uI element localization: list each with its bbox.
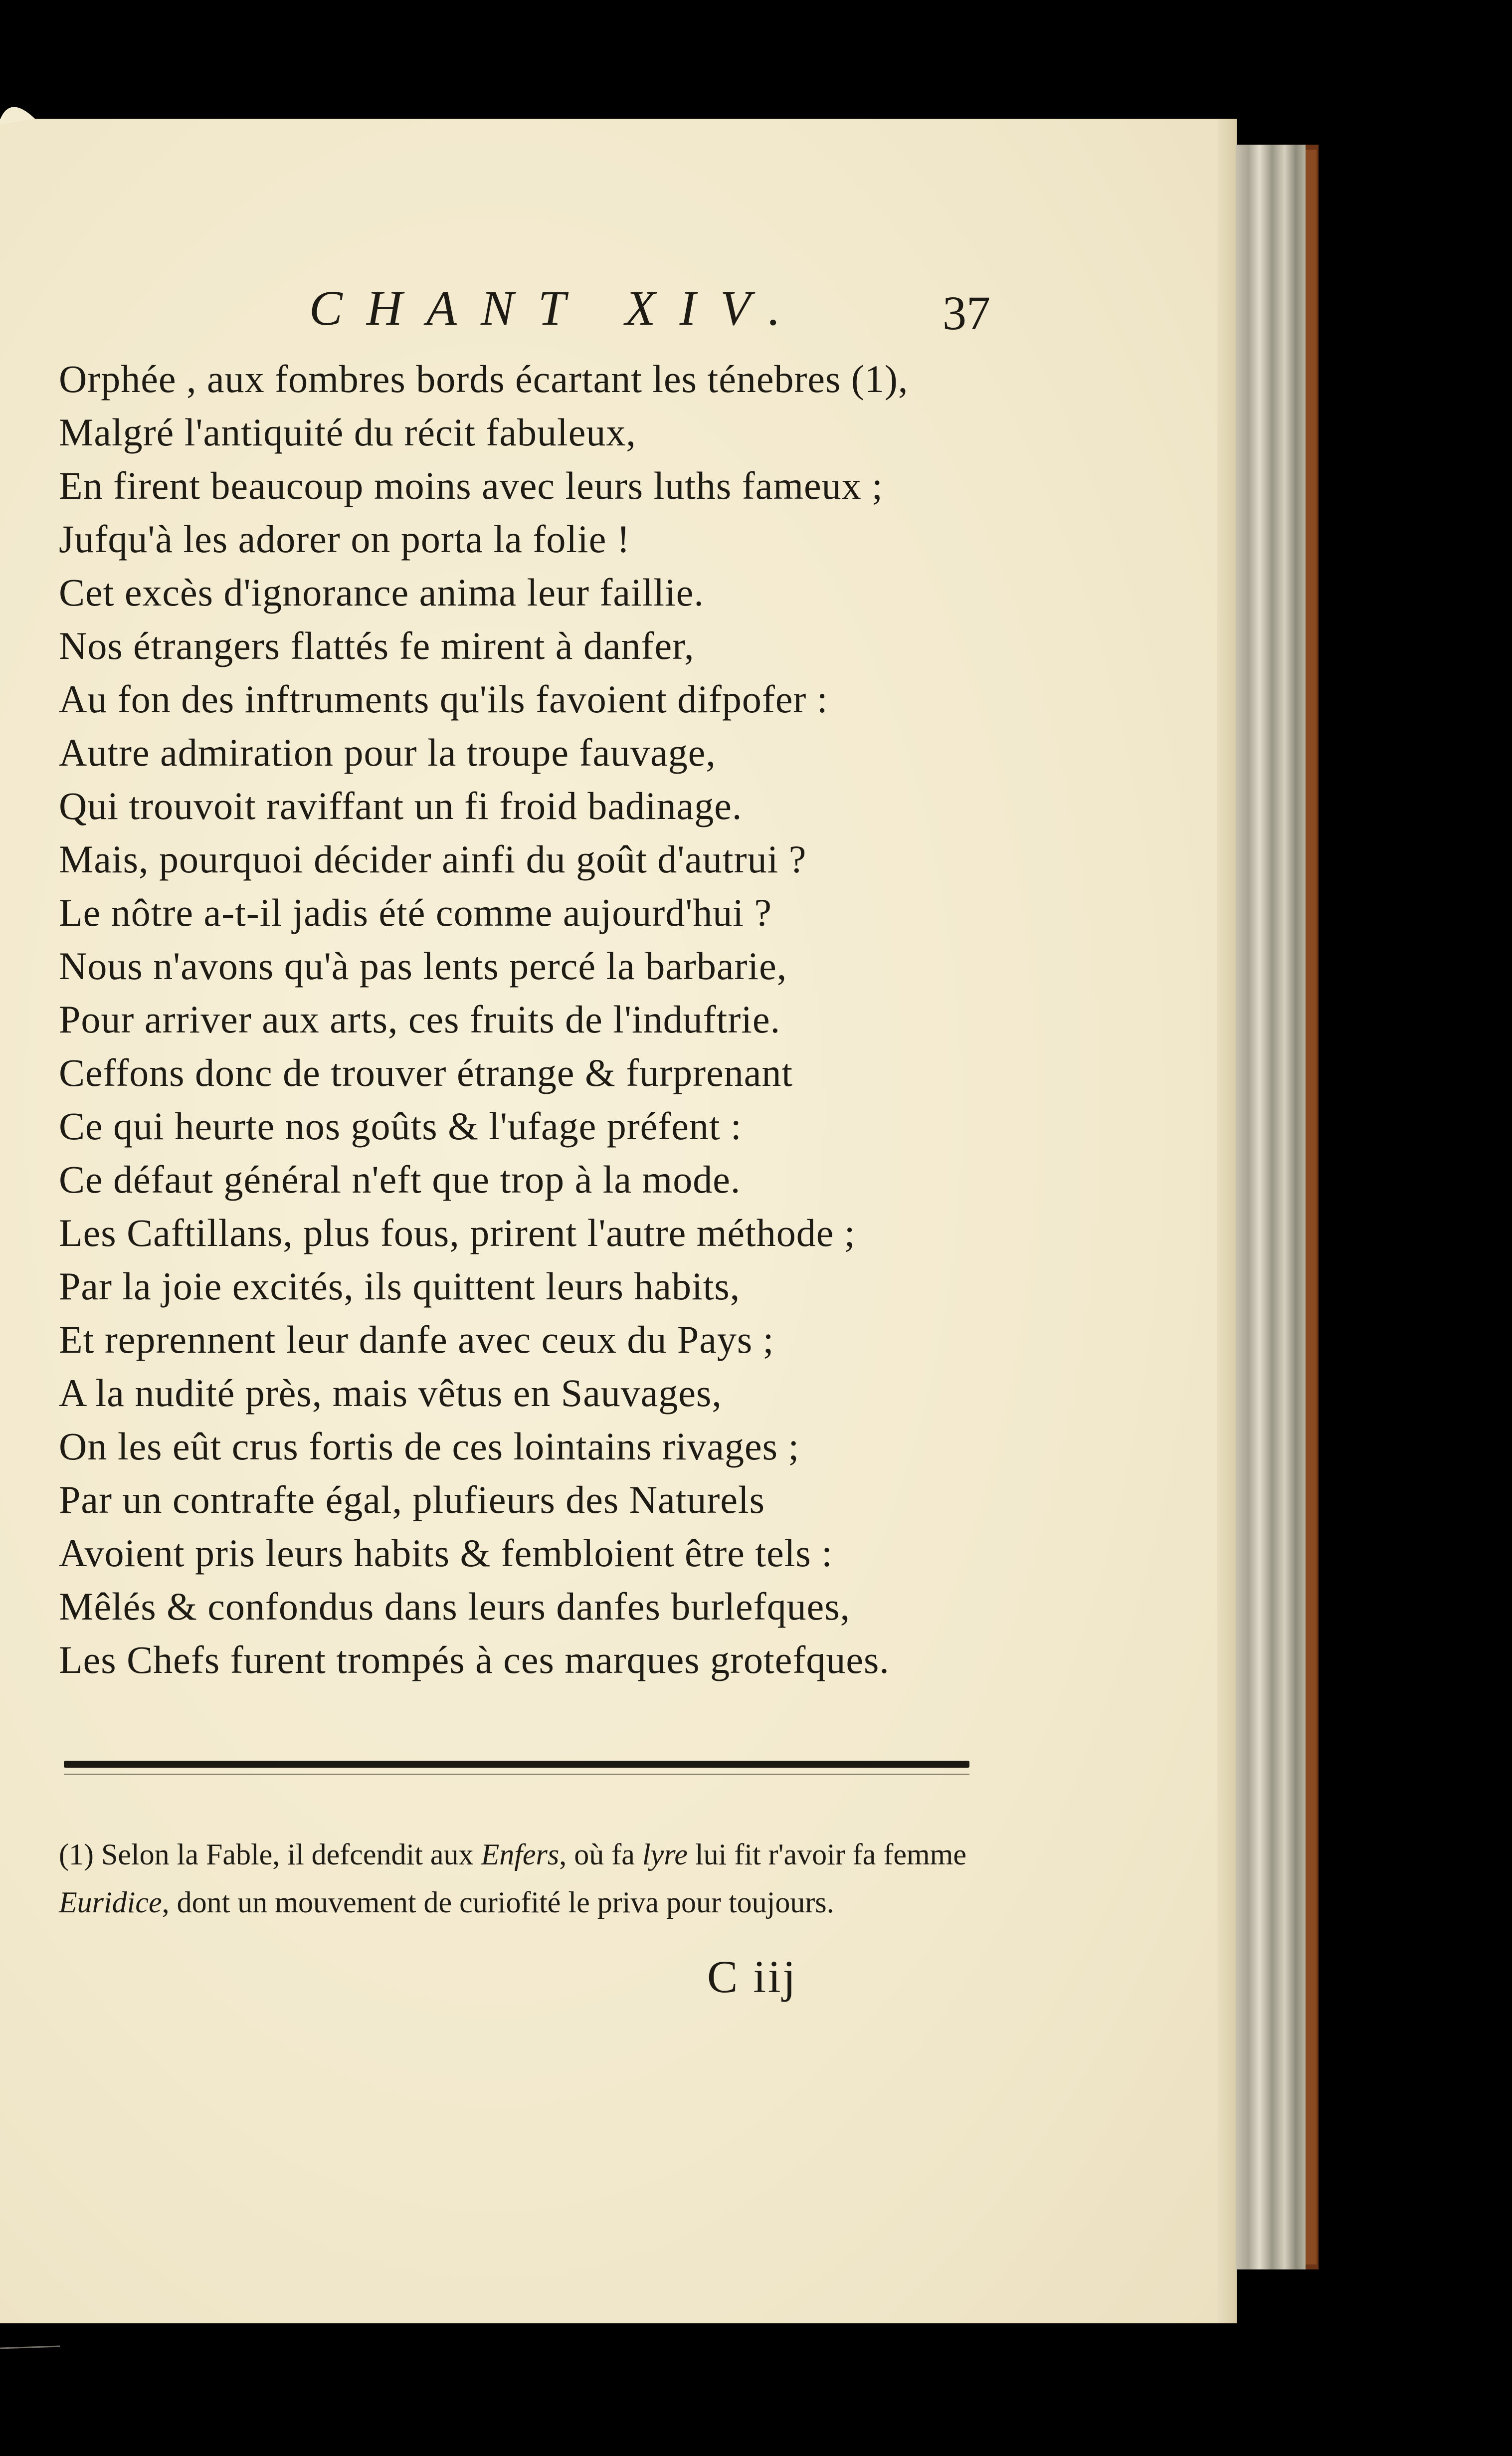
book-spine xyxy=(1306,150,1317,2264)
verse-block xyxy=(59,352,1016,1686)
footnote-text: (1) Selon la Fable, il defcendit aux xyxy=(59,1838,481,1871)
verse-line: Ce qui heurte nos goûts & l'ufage préfent : xyxy=(59,1104,742,1148)
footnote-separator-hairline xyxy=(64,1774,969,1775)
footnote-separator-rule xyxy=(64,1761,969,1768)
verse-line: Par la joie excités, ils quittent leurs habits, xyxy=(59,1264,741,1308)
verse-line: Avoient pris leurs habits & fembloient être tels : xyxy=(59,1531,833,1575)
footnote-text: lui fit r'avoir fa femme xyxy=(687,1838,966,1871)
page-header xyxy=(0,279,1232,344)
verse-line: Mais, pourquoi décider ainfi du goût d'autrui ? xyxy=(59,837,807,881)
verse-line: On les eût crus fortis de ces lointains rivages ; xyxy=(59,1425,800,1468)
footnote-text: , dont un mouvement de curiofité le priva pour toujours. xyxy=(162,1886,834,1919)
verse-line: Les Chefs furent trompés à ces marques grotefques. xyxy=(59,1638,890,1681)
verse-line: Malgré l'antiquité du récit fabuleux, xyxy=(59,410,636,454)
signature-mark: C iij xyxy=(707,1951,798,2002)
footnote-text: , où fa xyxy=(559,1838,642,1871)
footnote-italic-enfers: Enfers xyxy=(481,1838,560,1871)
corner-fold-mark xyxy=(0,90,45,125)
page-number: 37 xyxy=(943,286,990,340)
running-title: CHANT XIV. xyxy=(309,280,805,336)
verse-line: Et reprennent leur danfe avec ceux du Pays ; xyxy=(59,1318,774,1361)
verse-line: Nos étrangers flattés fe mirent à danfer, xyxy=(59,624,695,667)
verse-line: Nous n'avons qu'à pas lents percé la barbarie, xyxy=(59,944,787,988)
verse-line: Orphée , aux fombres bords écartant les ténebres (1), xyxy=(59,357,909,401)
verse-line: Ceffons donc de trouver étrange & furprenant xyxy=(59,1051,793,1094)
verse-line: A la nudité près, mais vêtus en Sauvages, xyxy=(59,1371,722,1415)
page-edge xyxy=(1217,119,1237,2323)
corner-scratch-mark xyxy=(0,2337,70,2357)
verse-line: Par un contrafte égal, plufieurs des Naturels xyxy=(59,1478,765,1521)
footnote-italic-lyre: lyre xyxy=(642,1838,688,1871)
verse-line: Au fon des inftruments qu'ils favoient difpofer : xyxy=(59,677,828,721)
verse-line: Le nôtre a-t-il jadis été comme aujourd'hui ? xyxy=(59,891,772,934)
footnote xyxy=(59,1831,966,1926)
verse-line: Les Caftillans, plus fous, prirent l'autre méthode ; xyxy=(59,1211,856,1254)
footnote-italic-euridice: Euridice xyxy=(59,1886,162,1919)
verse-line: Ce défaut général n'eft que trop à la mode. xyxy=(59,1158,741,1201)
verse-line: Qui trouvoit raviffant un fi froid badinage. xyxy=(59,784,743,827)
verse-line: Cet excès d'ignorance anima leur faillie. xyxy=(59,571,704,614)
verse-line: Pour arriver aux arts, ces fruits de l'induftrie. xyxy=(59,998,781,1041)
verse-line: Autre admiration pour la troupe fauvage, xyxy=(59,731,716,774)
verse-line: En firent beaucoup moins avec leurs luths fameux ; xyxy=(59,464,883,507)
verse-line: Mêlés & confondus dans leurs danfes burlefques, xyxy=(59,1585,851,1628)
verse-line: Jufqu'à les adorer on porta la folie ! xyxy=(59,517,630,561)
